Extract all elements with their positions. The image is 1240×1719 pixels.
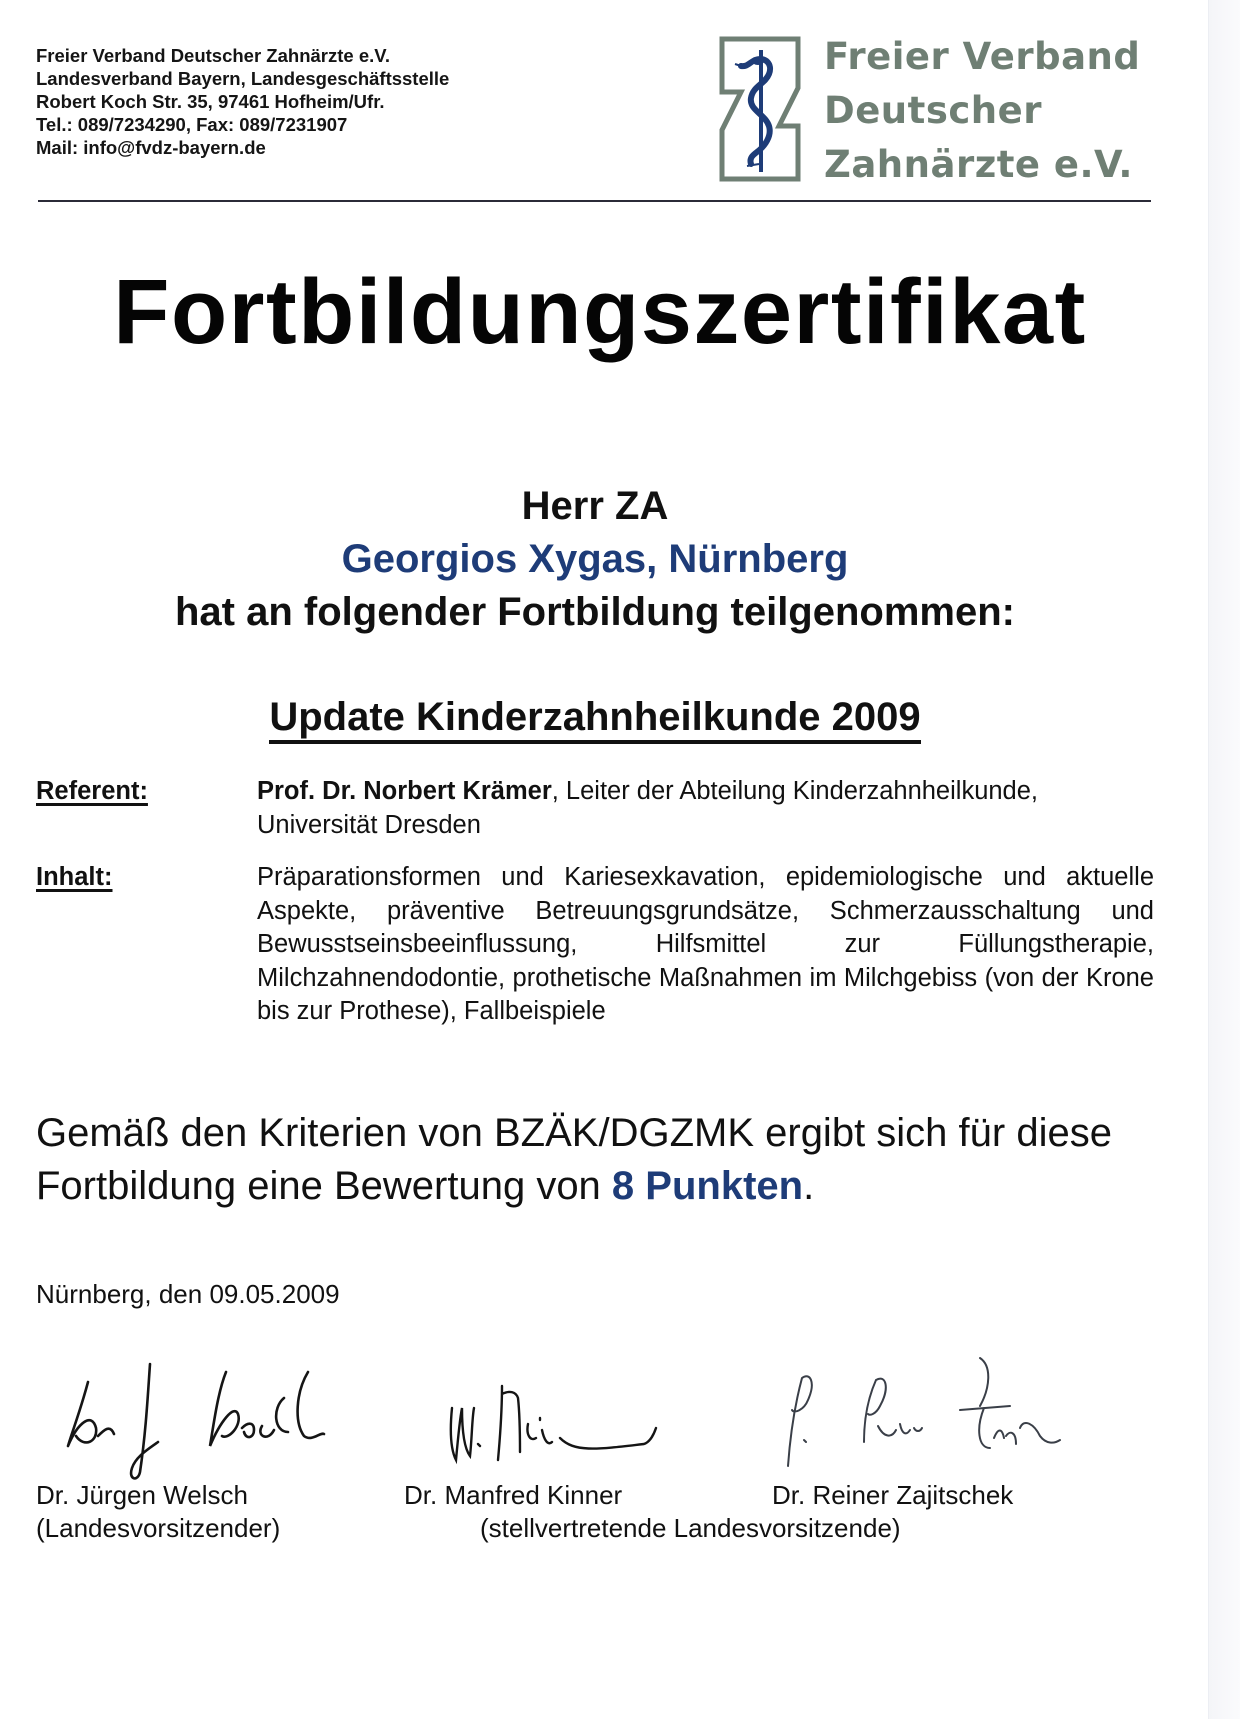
content-text: Präparationsformen und Kariesexkavation, epidemiologische und aktuelle Aspekte, präventive Betreuungsgrundsätze, Schmerzausschaltung und Bewusstseinsbeeinflussung, Hilfsmittel zur Füllungstherapie, Milchzahnendodontie, prothetische Maßnahmen im Milchgebiss (von der Krone bis zur Prothese), Fallbeispiele	[257, 863, 1154, 1025]
sender-line: Robert Koch Str. 35, 97461 Hofheim/Ufr.	[36, 91, 385, 112]
certificate-title: Fortbildungszertifikat	[113, 261, 1087, 363]
logo-line: Zahnärzte e.V.	[824, 143, 1133, 186]
signature-kinner	[444, 1368, 694, 1478]
sender-address-block	[36, 44, 449, 159]
referent-label: Referent:	[36, 777, 148, 805]
referent-institution: Universität Dresden	[257, 810, 481, 839]
statement-text: Gemäß den Kriterien von BZÄK/DGZMK ergibt sich für diese Fortbildung eine Bewertung von	[36, 1111, 1112, 1208]
course-title: Update Kinderzahnheilkunde 2009	[269, 695, 920, 744]
header-divider	[38, 200, 1151, 202]
recipient-salutation: Herr ZA	[521, 484, 669, 528]
signer-name: Dr. Manfred Kinner	[404, 1480, 623, 1510]
points-statement	[36, 1107, 1166, 1213]
shared-signer-role: (stellvertretende Landesvorsitzende)	[480, 1513, 901, 1543]
fvdz-logo	[719, 36, 801, 182]
recipient-block	[0, 480, 1190, 639]
statement-end: .	[803, 1164, 815, 1208]
referent-name: Prof. Dr. Norbert Krämer	[257, 777, 552, 805]
content-label: Inhalt:	[36, 863, 113, 891]
referent-content	[257, 775, 1154, 842]
signer-name: Dr. Reiner Zajitschek	[772, 1480, 1014, 1510]
sender-email: Mail: info@fvdz-bayern.de	[36, 137, 266, 158]
signature-zajitschek	[780, 1348, 1110, 1478]
sender-line: Freier Verband Deutscher Zahnärzte e.V.	[36, 45, 391, 66]
signer-name: Dr. Jürgen Welsch	[36, 1480, 248, 1510]
logo-wordmark	[824, 30, 1140, 192]
logo-line: Freier Verband	[824, 35, 1141, 78]
referent-description: , Leiter der Abteilung Kinderzahnheilkunde,	[551, 777, 1039, 805]
course-title-block	[0, 692, 1190, 742]
aesculapius-staff-icon	[719, 36, 801, 182]
scan-edge	[1208, 0, 1240, 1719]
sender-line: Tel.: 089/7234290, Fax: 089/7231907	[36, 114, 348, 135]
participation-text: hat an folgender Fortbildung teilgenommen:	[175, 590, 1015, 634]
signature-welsch	[58, 1352, 378, 1492]
signer-role: (Landesvorsitzender)	[36, 1513, 281, 1543]
logo-line: Deutscher	[824, 89, 1042, 132]
place-and-date: Nürnberg, den 09.05.2009	[36, 1279, 340, 1309]
sender-line: Landesverband Bayern, Landesgeschäftsstelle	[36, 68, 450, 89]
recipient-name: Georgios Xygas, Nürnberg	[341, 537, 849, 581]
points-value: 8 Punkten	[611, 1164, 804, 1208]
